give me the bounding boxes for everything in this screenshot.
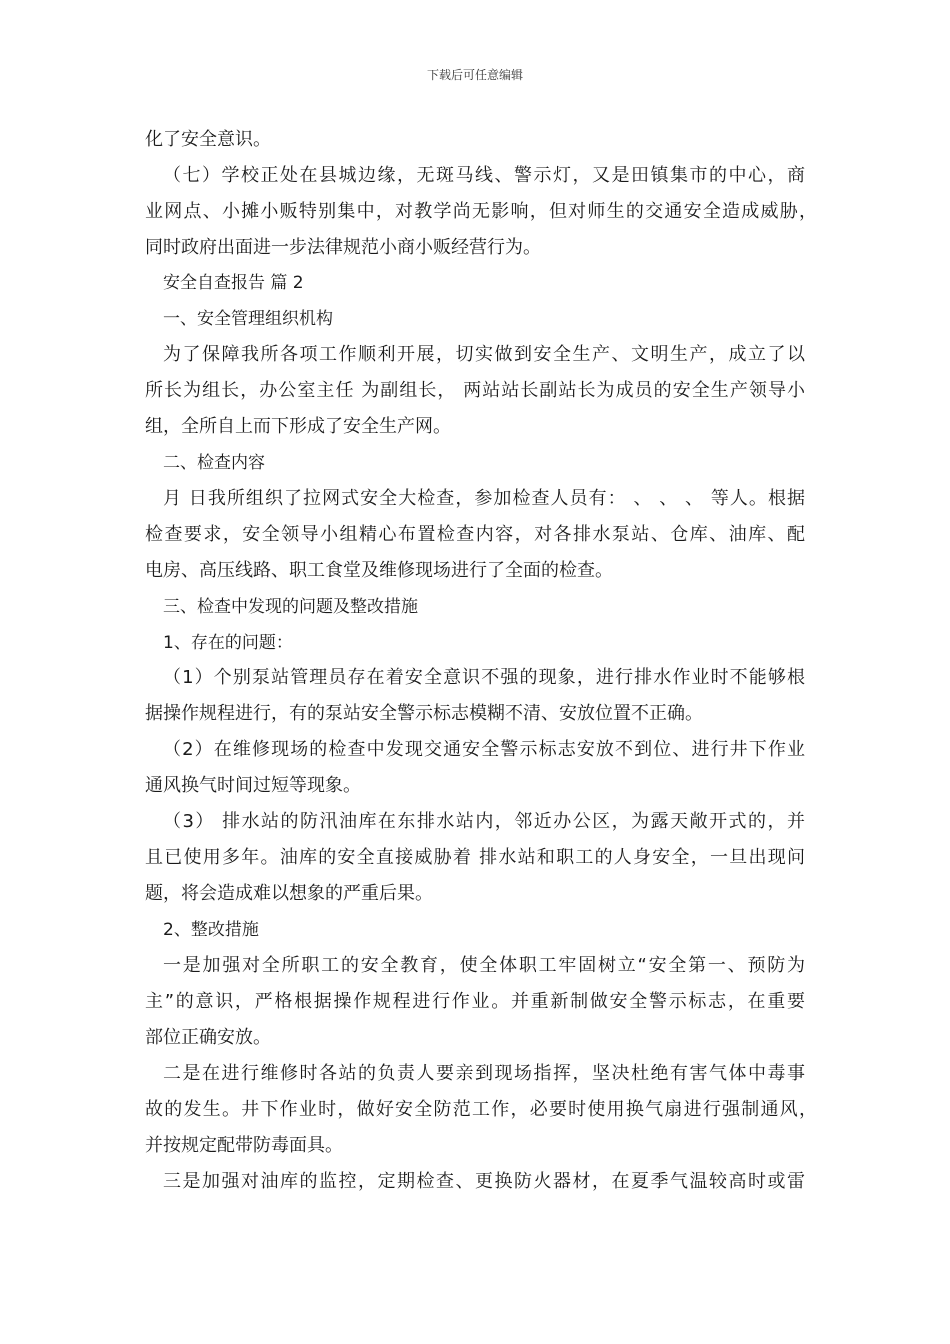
paragraph-line: （1）个别泵站管理员存在着安全意识不强的现象，进行排水作业时不能够根 — [163, 667, 805, 688]
paragraph-line: 化了安全意识。 — [145, 129, 271, 150]
paragraph-line: 所长为组长，办公室主任 为副组长， 两站站长副站长为成员的安全生产领导小 — [145, 380, 805, 401]
paragraph-line: 同时政府出面进一步法律规范小商小贩经营行为。 — [145, 237, 541, 258]
paragraph-line: 题，将会造成难以想象的严重后果。 — [145, 883, 433, 904]
paragraph-line: 主”的意识，严格根据操作规程进行作业。并重新制做安全警示标志，在重要 — [145, 991, 805, 1012]
paragraph-line: 三是加强对油库的监控，定期检查、更换防火器材，在夏季气温较高时或雷 — [163, 1171, 805, 1192]
section-heading: 一、安全管理组织机构 — [163, 309, 333, 329]
section-heading: 二、检查内容 — [163, 453, 265, 473]
paragraph-line: 二是在进行维修时各站的负责人要亲到现场指挥，坚决杜绝有害气体中毒事 — [163, 1063, 805, 1084]
paragraph-line: 且已使用多年。油库的安全直接威胁着 排水站和职工的人身安全，一旦出现问 — [145, 847, 805, 868]
paragraph-line: （七）学校正处在县城边缘，无斑马线、警示灯，又是田镇集市的中心，商 — [163, 165, 805, 186]
paragraph-line: 为了保障我所各项工作顺利开展，切实做到安全生产、文明生产，成立了以 — [163, 344, 805, 365]
paragraph-line: （2）在维修现场的检查中发现交通安全警示标志安放不到位、进行井下作业 — [163, 739, 805, 760]
paragraph-line: 一是加强对全所职工的安全教育，使全体职工牢固树立“安全第一、预防为 — [163, 955, 805, 976]
paragraph-line: 故的发生。井下作业时，做好安全防范工作，必要时使用换气扇进行强制通风， — [145, 1099, 817, 1120]
paragraph-line: 月 日我所组织了拉网式安全大检查，参加检查人员有： 、 、 、 等人。根据 — [163, 488, 805, 509]
paragraph-line: 通风换气时间过短等现象。 — [145, 775, 361, 796]
subsection-heading: 2、整改措施 — [163, 920, 259, 940]
paragraph-line: （3） 排水站的防汛油库在东排水站内，邻近办公区，为露天敞开式的，并 — [163, 811, 805, 832]
paragraph-line: 据操作规程进行，有的泵站安全警示标志模糊不清、安放位置不正确。 — [145, 703, 703, 724]
section-heading: 安全自查报告 篇 2 — [163, 273, 304, 293]
paragraph-line: 检查要求，安全领导小组精心布置检查内容，对各排水泵站、仓库、油库、配 — [145, 524, 805, 545]
paragraph-line: 部位正确安放。 — [145, 1027, 271, 1048]
section-heading: 三、检查中发现的问题及整改措施 — [163, 597, 418, 617]
paragraph-line: 并按规定配带防毒面具。 — [145, 1135, 343, 1156]
subsection-heading: 1、存在的问题： — [163, 633, 293, 653]
paragraph-line: 组，全所自上而下形成了安全生产网。 — [145, 416, 451, 437]
paragraph-line: 业网点、小摊小贩特别集中，对教学尚无影响，但对师生的交通安全造成威胁， — [145, 201, 817, 222]
paragraph-line: 电房、高压线路、职工食堂及维修现场进行了全面的检查。 — [145, 560, 613, 581]
page-header: 下载后可任意编辑 — [426, 68, 523, 82]
